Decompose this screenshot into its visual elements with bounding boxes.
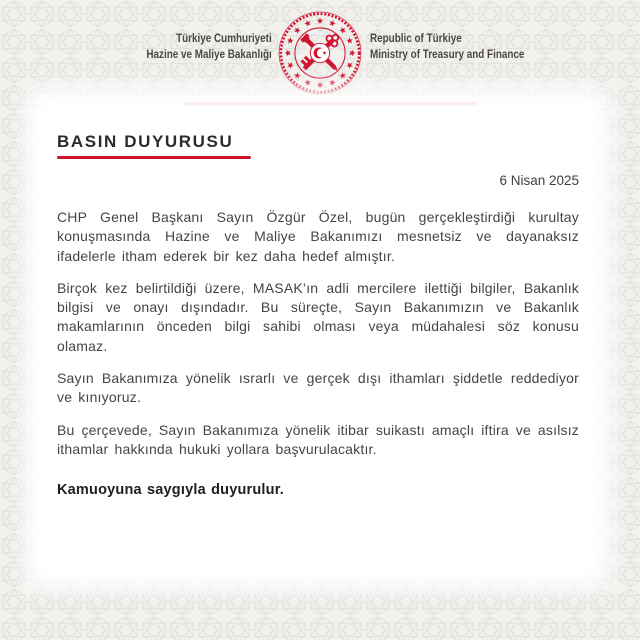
paragraph-1: CHP Genel Başkanı Sayın Özgür Özel, bugün gerçekleştirdiği kurultay konuşmasında Hazine ve Maliye Bakanımızı mesnetsiz ve dayanaksız ifadelerle itham ederek bir kez daha hedef almıştır. [57, 209, 579, 264]
ministry-name-en-line1: Republic of Türkiye [370, 33, 462, 45]
document-date: 6 Nisan 2025 [499, 173, 579, 188]
press-release-card [44, 106, 592, 571]
paragraph-3: Sayın Bakanımıza yönelik ısrarlı ve gerçek dışı ithamları şiddetle reddediyor ve kınıyoruz. [57, 370, 579, 406]
page-title: BASIN DUYURUSU [57, 132, 234, 151]
ministry-name-english [370, 31, 524, 63]
closing-statement: Kamuoyuna saygıyla duyurulur. [57, 482, 284, 499]
title-underline [57, 156, 251, 159]
header [0, 0, 640, 106]
paragraph-2: Birçok kez belirtildiği üzere, MASAK’ın adli mercilere ilettiği bilgiler, Bakanlık bilgisi ve onayı dışındadır. Bu süreçte, Sayın Bakanımızın ve Bakanlık makamlarının önceden bilgi sahibi olması veya müdahalesi söz konusu olamaz. [57, 279, 579, 354]
paragraph-4: Bu çerçevede, Sayın Bakanımıza yönelik itibar suikastı amaçlı iftira ve asılsız ithamlar hakkında hukuki yollara başvurulacaktır. [57, 421, 579, 457]
ministry-emblem-logo [276, 9, 364, 97]
header-divider [58, 103, 582, 105]
ministry-name-tr-line1: Türkiye Cumhuriyeti [176, 33, 272, 45]
ministry-name-en-line2: Ministry of Treasury and Finance [370, 49, 525, 61]
ministry-name-tr-line2: Hazine ve Maliye Bakanlığı [146, 49, 272, 61]
crossed-keys [299, 30, 342, 74]
ministry-name-turkish [147, 31, 272, 63]
